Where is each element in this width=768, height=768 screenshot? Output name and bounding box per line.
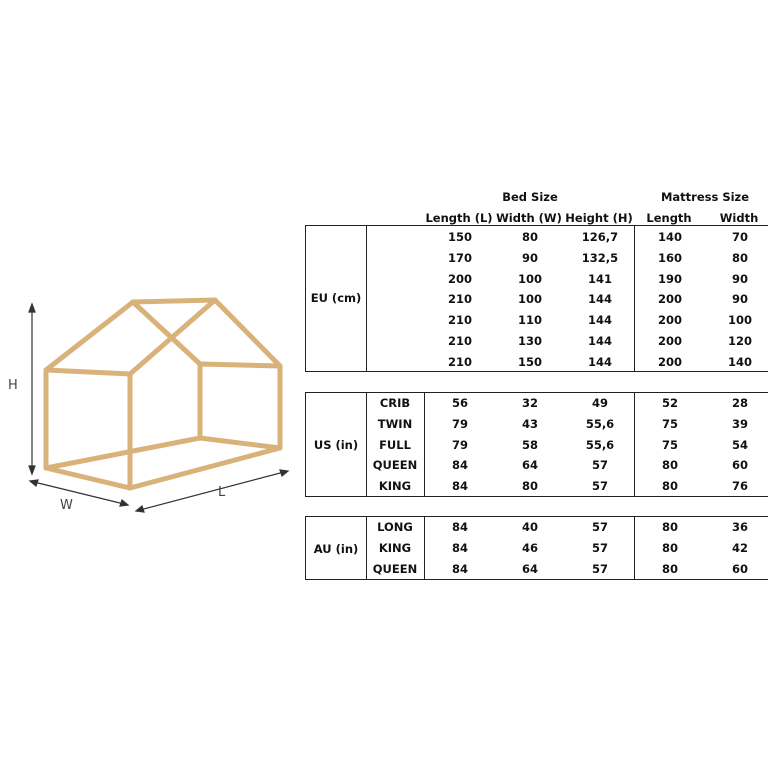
table-cell: 80	[521, 230, 538, 244]
col-header-mattress-length: Length	[646, 211, 692, 225]
table-cell: 210	[447, 292, 472, 307]
col-header-bed-length: Length (L)	[425, 211, 493, 225]
table-cell: 144	[587, 354, 612, 369]
table-cell: 57	[591, 458, 608, 473]
table-cell: 80	[661, 561, 678, 576]
table-cell: 150	[447, 230, 472, 244]
table-cell: 141	[587, 271, 612, 286]
length-dimension-label: L	[218, 485, 226, 500]
table-cell: 75	[661, 437, 678, 452]
table-cell: 84	[451, 561, 468, 576]
width-dimension-label: W	[60, 498, 73, 513]
section-label: EU (cm)	[310, 291, 362, 305]
table-cell: 57	[591, 479, 608, 494]
table-cell: 210	[447, 334, 472, 348]
table-cell: 64	[521, 458, 538, 473]
col-header-bed-width: Width (W)	[496, 211, 562, 225]
table-cell: 200	[657, 334, 682, 348]
table-cell: 210	[447, 313, 472, 328]
table-cell: 140	[727, 354, 752, 369]
house-bed-frame-icon	[0, 280, 300, 520]
table-cell: 75	[661, 416, 678, 431]
col-header-mattress-width: Width	[719, 211, 759, 225]
table-cell: 80	[661, 520, 678, 534]
table-cell: 170	[447, 250, 472, 265]
table-cell: 42	[731, 540, 748, 555]
row-size-label: QUEEN	[372, 458, 418, 473]
table-cell: 80	[521, 479, 538, 494]
table-cell: 200	[657, 313, 682, 328]
table-cell: 84	[451, 540, 468, 555]
table-cell: 70	[731, 230, 748, 244]
table-cell: 54	[731, 437, 748, 452]
table-cell: 55,6	[585, 416, 615, 431]
us-section	[305, 392, 768, 497]
row-size-label: TWIN	[377, 416, 413, 431]
table-cell: 80	[731, 250, 748, 265]
table-cell: 200	[657, 292, 682, 307]
section-label: AU (in)	[313, 542, 359, 556]
table-cell: 57	[591, 561, 608, 576]
height-dimension-label: H	[8, 378, 18, 393]
table-cell: 144	[587, 334, 612, 348]
table-cell: 84	[451, 458, 468, 473]
table-cell: 110	[517, 313, 542, 328]
table-cell: 64	[521, 561, 538, 576]
table-cell: 90	[521, 250, 538, 265]
table-cell: 79	[451, 437, 468, 452]
table-cell: 200	[657, 354, 682, 369]
table-cell: 100	[517, 271, 542, 286]
table-cell: 210	[447, 354, 472, 369]
table-cell: 80	[661, 540, 678, 555]
table-cell: 79	[451, 416, 468, 431]
table-cell: 100	[727, 313, 752, 328]
table-cell: 60	[731, 561, 748, 576]
table-cell: 84	[451, 520, 468, 534]
table-cell: 140	[657, 230, 682, 244]
table-cell: 57	[591, 540, 608, 555]
eu-section	[305, 225, 768, 372]
table-cell: 32	[521, 396, 538, 410]
table-cell: 90	[731, 271, 748, 286]
table-cell: 200	[447, 271, 472, 286]
bed-size-header: Bed Size	[502, 190, 558, 204]
table-cell: 55,6	[585, 437, 615, 452]
table-cell: 120	[727, 334, 752, 348]
au-section	[305, 516, 768, 580]
table-cell: 76	[731, 479, 748, 494]
table-cell: 49	[591, 396, 608, 410]
row-size-label: KING	[378, 479, 412, 494]
col-header-bed-height: Height (H)	[565, 211, 633, 225]
table-cell: 46	[521, 540, 538, 555]
table-cell: 126,7	[581, 230, 619, 244]
table-cell: 57	[591, 520, 608, 534]
table-cell: 39	[731, 416, 748, 431]
table-cell: 90	[731, 292, 748, 307]
table-cell: 28	[731, 396, 748, 410]
table-cell: 144	[587, 313, 612, 328]
row-size-label: QUEEN	[372, 561, 418, 576]
table-cell: 100	[517, 292, 542, 307]
mattress-size-header: Mattress Size	[660, 190, 750, 204]
table-cell: 144	[587, 292, 612, 307]
table-cell: 43	[521, 416, 538, 431]
table-cell: 58	[521, 437, 538, 452]
table-cell: 132,5	[581, 250, 619, 265]
table-cell: 190	[657, 271, 682, 286]
row-size-label: KING	[378, 540, 412, 555]
table-cell: 160	[657, 250, 682, 265]
section-label: US (in)	[313, 438, 359, 452]
row-size-label: CRIB	[379, 396, 411, 410]
table-cell: 130	[517, 334, 542, 348]
row-size-label: LONG	[377, 520, 413, 534]
table-cell: 36	[731, 520, 748, 534]
row-size-label: FULL	[379, 437, 411, 452]
table-cell: 40	[521, 520, 538, 534]
table-cell: 80	[661, 479, 678, 494]
table-cell: 60	[731, 458, 748, 473]
table-cell: 52	[661, 396, 678, 410]
table-cell: 84	[451, 479, 468, 494]
table-cell: 80	[661, 458, 678, 473]
bed-frame-illustration	[0, 280, 300, 520]
table-cell: 56	[451, 396, 468, 410]
table-cell: 150	[517, 354, 542, 369]
